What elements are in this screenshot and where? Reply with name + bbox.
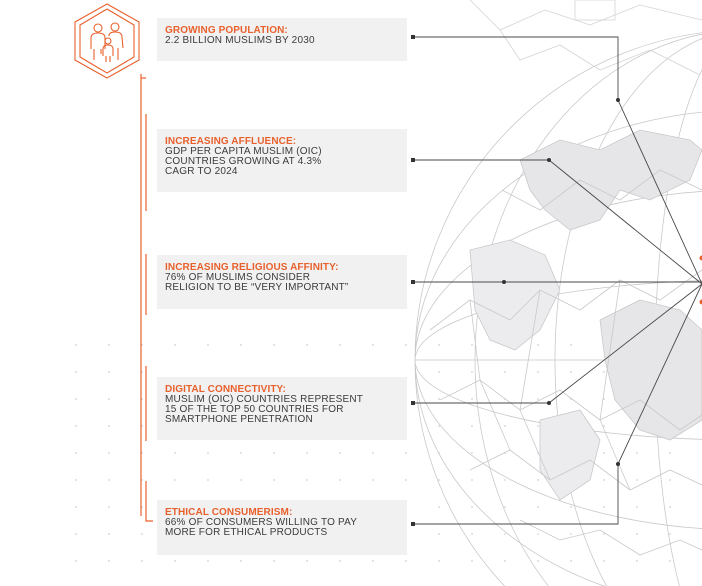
grid-dot: [108, 371, 110, 373]
grid-dot: [636, 506, 638, 508]
grid-dot: [108, 425, 110, 427]
grid-dot: [141, 560, 143, 562]
grid-dot: [306, 344, 308, 346]
grid-dot: [372, 344, 374, 346]
grid-dot: [108, 344, 110, 346]
grid-dot: [75, 560, 77, 562]
driver-card-population: [157, 18, 407, 61]
grid-dot: [240, 560, 242, 562]
grid-dot: [537, 479, 539, 481]
grid-dot: [537, 560, 539, 562]
grid-dot: [504, 479, 506, 481]
grid-dot: [537, 371, 539, 373]
grid-dot: [273, 452, 275, 454]
grid-dot: [570, 560, 572, 562]
driver-card-ethical-consumerism: [157, 500, 407, 555]
grid-dot: [438, 425, 440, 427]
grid-dot: [174, 452, 176, 454]
grid-dot: [174, 344, 176, 346]
grid-dot: [537, 506, 539, 508]
grid-dot: [603, 452, 605, 454]
orange-bracket: [141, 74, 153, 521]
grid-dot: [372, 479, 374, 481]
grid-dot: [75, 398, 77, 400]
grid-dot: [306, 452, 308, 454]
grid-dot: [273, 560, 275, 562]
grid-dot: [207, 479, 209, 481]
driver-title: DIGITAL CONNECTIVITY:: [165, 384, 286, 395]
grid-dot: [108, 533, 110, 535]
grid-dot: [504, 425, 506, 427]
driver-description: 2.2 BILLION MUSLIMS BY 2030: [165, 35, 315, 46]
grid-dot: [438, 398, 440, 400]
grid-dot: [240, 452, 242, 454]
grid-dot: [108, 398, 110, 400]
grid-dot: [438, 344, 440, 346]
grid-dot: [75, 452, 77, 454]
grid-dot: [438, 533, 440, 535]
grid-dot: [636, 479, 638, 481]
grid-dot: [306, 560, 308, 562]
grid-dot: [570, 371, 572, 373]
driver-description: GDP PER CAPITA MUSLIM (OIC) COUNTRIES GROWING AT 4.3% CAGR TO 2024: [165, 146, 322, 177]
grid-dot: [603, 425, 605, 427]
grid-dot: [504, 371, 506, 373]
grid-dot: [372, 560, 374, 562]
grid-dot: [603, 560, 605, 562]
grid-dot: [471, 560, 473, 562]
grid-dot: [174, 479, 176, 481]
grid-dot: [669, 506, 671, 508]
grid-dot: [537, 425, 539, 427]
grid-dot: [603, 533, 605, 535]
grid-dot: [75, 506, 77, 508]
grid-dot: [405, 344, 407, 346]
grid-dot: [405, 560, 407, 562]
grid-dot: [537, 533, 539, 535]
grid-dot: [669, 479, 671, 481]
grid-dot: [504, 506, 506, 508]
grid-dot: [207, 344, 209, 346]
grid-dot: [75, 371, 77, 373]
grid-dot: [471, 452, 473, 454]
driver-card-digital-connectivity: [157, 377, 407, 440]
grid-dot: [471, 506, 473, 508]
globe-wireframe: [415, 0, 702, 586]
grid-dot: [669, 533, 671, 535]
grid-dot: [570, 344, 572, 346]
grid-dot: [636, 533, 638, 535]
driver-card-affluence: [157, 129, 407, 192]
grid-dot: [240, 344, 242, 346]
driver-title: GROWING POPULATION:: [165, 25, 288, 36]
grid-dot: [669, 560, 671, 562]
driver-description: 66% OF CONSUMERS WILLING TO PAY MORE FOR ETHICAL PRODUCTS: [165, 517, 358, 538]
grid-dot: [339, 560, 341, 562]
grid-dot: [174, 560, 176, 562]
grid-dot: [75, 533, 77, 535]
grid-dot: [471, 398, 473, 400]
grid-dot: [273, 344, 275, 346]
grid-dot: [339, 344, 341, 346]
grid-dot: [471, 371, 473, 373]
grid-dot: [405, 452, 407, 454]
driver-description: 76% OF MUSLIMS CONSIDER RELIGION TO BE “VERY IMPORTANT”: [165, 272, 349, 293]
driver-title: INCREASING AFFLUENCE:: [165, 136, 297, 147]
grid-dot: [405, 479, 407, 481]
grid-dot: [339, 452, 341, 454]
grid-dot: [471, 479, 473, 481]
grid-dot: [438, 479, 440, 481]
grid-dot: [372, 452, 374, 454]
grid-dot: [108, 479, 110, 481]
grid-dot: [603, 506, 605, 508]
grid-dot: [75, 425, 77, 427]
family-icon: [68, 2, 146, 80]
grid-dot: [471, 533, 473, 535]
grid-dot: [471, 344, 473, 346]
driver-card-religious-affinity: [157, 255, 407, 309]
grid-dot: [471, 425, 473, 427]
grid-dot: [306, 479, 308, 481]
grid-dot: [669, 452, 671, 454]
grid-dot: [636, 560, 638, 562]
driver-description: MUSLIM (OIC) COUNTRIES REPRESENT 15 OF THE TOP 50 COUNTRIES FOR SMARTPHONE PENETRATION: [165, 394, 364, 425]
grid-dot: [207, 452, 209, 454]
grid-dot: [636, 452, 638, 454]
grid-dot: [438, 506, 440, 508]
grid-dot: [603, 479, 605, 481]
grid-dot: [537, 398, 539, 400]
grid-dot: [438, 371, 440, 373]
grid-dot: [108, 560, 110, 562]
driver-title: INCREASING RELIGIOUS AFFINITY:: [165, 262, 339, 273]
grid-dot: [207, 560, 209, 562]
grid-dot: [240, 479, 242, 481]
grid-dot: [108, 452, 110, 454]
grid-dot: [603, 371, 605, 373]
grid-dot: [75, 344, 77, 346]
grid-dot: [108, 506, 110, 508]
grid-dot: [339, 479, 341, 481]
grid-dot: [537, 344, 539, 346]
grid-dot: [438, 560, 440, 562]
grid-dot: [570, 533, 572, 535]
grid-dot: [504, 560, 506, 562]
grid-dot: [570, 506, 572, 508]
driver-title: ETHICAL CONSUMERISM:: [165, 507, 293, 518]
grid-dot: [273, 479, 275, 481]
grid-dot: [75, 479, 77, 481]
grid-dot: [504, 533, 506, 535]
grid-dot: [141, 533, 143, 535]
